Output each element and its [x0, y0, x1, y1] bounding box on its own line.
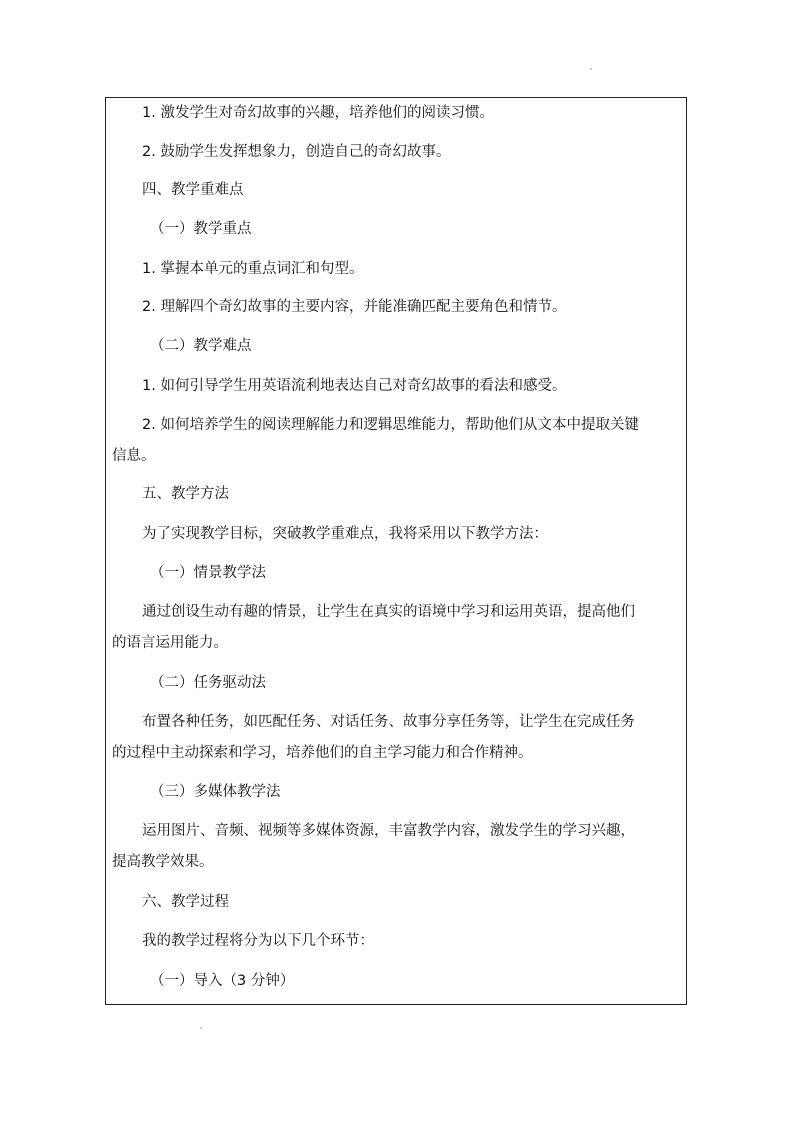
method-1-text-continued: 的语言运用能力。: [112, 635, 228, 651]
section-heading-4: 四、教学重难点: [142, 182, 244, 198]
difficulty-2-continued: 信息。: [112, 448, 156, 464]
key-point-2: 2. 理解四个奇幻故事的主要内容，并能准确匹配主要角色和情节。: [142, 299, 567, 315]
methods-intro: 为了实现教学目标，突破教学重难点，我将采用以下教学方法：: [142, 526, 548, 542]
method-1-heading: （一）情景教学法: [150, 565, 266, 581]
method-2-heading: （二）任务驱动法: [150, 675, 266, 691]
key-point-1: 1. 掌握本单元的重点词汇和句型。: [142, 261, 364, 277]
scan-speck-bottom: [200, 1027, 202, 1029]
subheading-difficulties: （二）教学难点: [150, 338, 252, 354]
objective-line-1: 1. 激发学生对奇幻故事的兴趣，培养他们的阅读习惯。: [142, 105, 494, 121]
process-step-1-heading: （一）导入（3 分钟）: [150, 973, 295, 989]
method-3-heading: （三）多媒体教学法: [150, 784, 281, 800]
method-3-text: 运用图片、音频、视频等多媒体资源，丰富教学内容，激发学生的学习兴趣，: [142, 823, 635, 839]
section-heading-6: 六、教学过程: [142, 894, 229, 910]
method-1-text: 通过创设生动有趣的情景，让学生在真实的语境中学习和运用英语，提高他们: [142, 604, 635, 620]
method-3-text-continued: 提高教学效果。: [112, 854, 214, 870]
method-2-text: 布置各种任务，如匹配任务、对话任务、故事分享任务等，让学生在完成任务: [142, 714, 635, 730]
difficulty-2: 2. 如何培养学生的阅读理解能力和逻辑思维能力，帮助他们从文本中提取关键: [142, 417, 639, 433]
difficulty-1: 1. 如何引导学生用英语流利地表达自己对奇幻故事的看法和感受。: [142, 378, 567, 394]
scan-speck-top: [590, 68, 592, 70]
section-heading-5: 五、教学方法: [142, 486, 229, 502]
process-intro: 我的教学过程将分为以下几个环节：: [142, 933, 374, 949]
method-2-text-continued: 的过程中主动探索和学习，培养他们的自主学习能力和合作精神。: [112, 745, 533, 761]
objective-line-2: 2. 鼓励学生发挥想象力，创造自己的奇幻故事。: [142, 144, 451, 160]
subheading-key-points: （一）教学重点: [150, 221, 252, 237]
